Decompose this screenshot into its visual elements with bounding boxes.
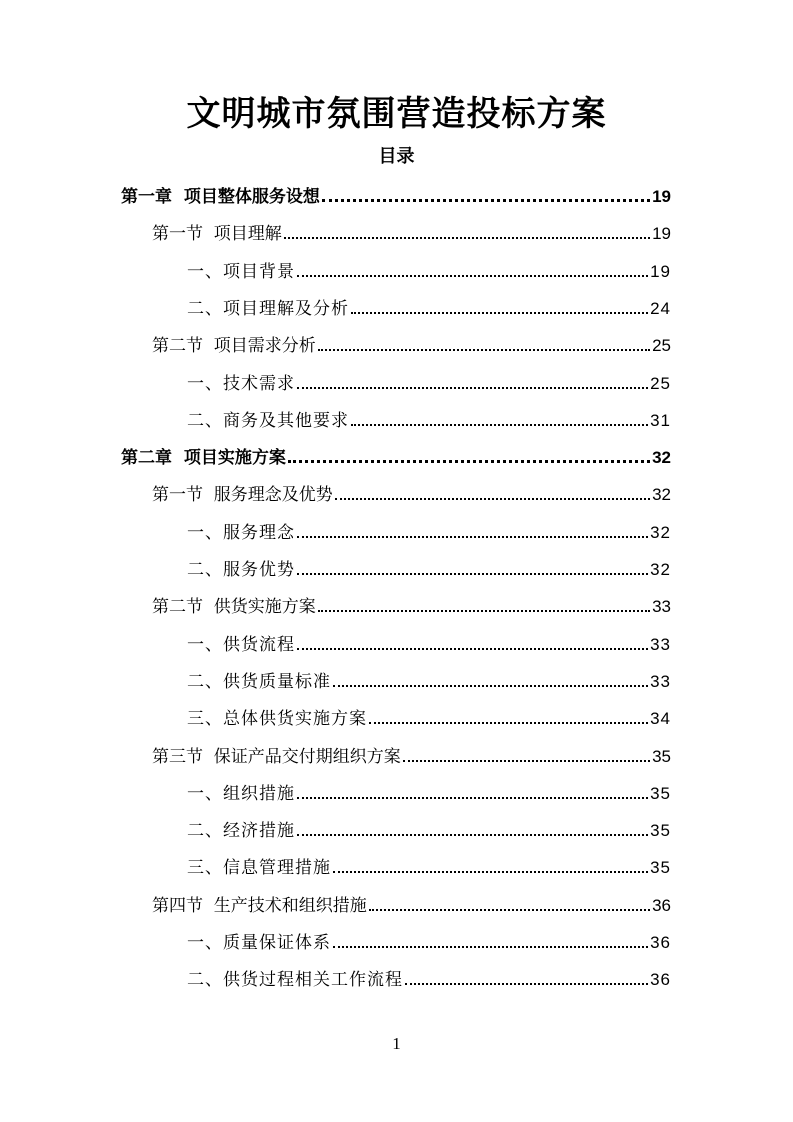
toc-chapter-entry[interactable] [121,440,671,468]
toc-section-entry[interactable] [152,589,671,617]
toc-dot-leader [284,237,650,239]
toc-entry-page: 19 [652,224,671,244]
page-number: 1 [392,1034,401,1053]
toc-entry-page: 31 [650,410,671,430]
toc-subsection-entry[interactable] [187,664,671,692]
toc-dot-leader [403,760,650,762]
toc-entry-label: 第二节 项目需求分析 [152,336,316,357]
toc-entry-page: 36 [650,933,671,952]
toc-subsection-entry[interactable] [187,291,671,319]
toc-entry-label: 二、服务优势 [187,560,295,580]
toc-entry-label: 一、组织措施 [187,783,295,804]
toc-section-entry[interactable] [152,216,671,244]
toc-section-entry[interactable] [152,739,671,767]
toc-entry-label: 三、总体供货实施方案 [187,709,367,730]
toc-entry-page: 36 [652,895,671,915]
toc-section-entry[interactable] [152,888,671,916]
toc-dot-leader [335,498,650,500]
toc-entry-label: 一、项目背景 [187,261,295,282]
toc-dot-leader [297,834,648,836]
toc-entry-label: 二、项目理解及分析 [187,298,349,319]
toc-subsection-entry[interactable] [187,366,671,394]
toc-entry-page: 32 [650,522,671,542]
toc-entry-label: 一、技术需求 [187,373,295,394]
toc-dot-leader [288,460,650,463]
toc-entry-page: 33 [650,671,671,691]
toc-dot-leader [297,797,648,799]
toc-dot-leader [405,983,648,985]
toc-chapter-entry[interactable] [121,179,671,207]
toc-subsection-entry[interactable] [187,403,671,431]
toc-entry-page: 35 [650,783,671,803]
toc-dot-leader [322,199,650,202]
toc-subsection-entry[interactable] [187,925,671,953]
toc-subsection-entry[interactable] [187,254,671,282]
toc-entry-label: 第四节 生产技术和组织措施 [152,895,367,916]
toc-subsection-entry[interactable] [187,515,671,543]
toc-entry-page: 32 [652,448,671,468]
toc-subsection-entry[interactable] [187,813,671,841]
toc-entry-page: 25 [650,373,671,393]
toc-entry-page: 36 [650,970,671,990]
toc-entry-label: 第二节 供货实施方案 [152,597,316,618]
toc-dot-leader [351,424,648,426]
toc-dot-leader [297,573,648,575]
toc-heading: 目录 [378,146,415,167]
toc-entry-page: 34 [650,709,671,729]
toc-entry-page: 24 [650,298,671,318]
toc-entry-label: 二、供货质量标准 [187,671,331,692]
toc-subsection-entry[interactable] [187,850,671,878]
toc-entry-page: 35 [652,746,671,766]
toc-dot-leader [369,909,650,911]
toc-entry-label: 第一章 项目整体服务设想 [121,187,320,207]
toc-entry-page: 32 [652,485,671,505]
toc-entry-label: 一、供货流程 [187,634,295,655]
toc-subsection-entry[interactable] [187,627,671,655]
toc-subsection-entry[interactable] [187,701,671,729]
toc-dot-leader [297,536,648,538]
toc-section-entry[interactable] [152,477,671,505]
toc-dot-leader [318,349,650,351]
toc-dot-leader [351,312,648,314]
toc-dot-leader [297,275,648,277]
toc-entry-page: 35 [650,821,671,841]
toc-dot-leader [297,387,648,389]
toc-dot-leader [369,722,648,724]
toc-subsection-entry[interactable] [187,962,671,990]
toc-entry-page: 35 [650,858,671,878]
toc-dot-leader [333,685,648,687]
toc-entry-label: 二、供货过程相关工作流程 [187,970,403,991]
toc-entry-page: 19 [652,187,671,206]
toc-entry-label: 二、经济措施 [187,821,295,842]
toc-subsection-entry[interactable] [187,776,671,804]
toc-entry-page: 25 [652,336,671,356]
toc-dot-leader [333,946,648,948]
toc-entry-label: 第三节 保证产品交付期组织方案 [152,746,401,767]
toc-dot-leader [318,610,650,612]
toc-subsection-entry[interactable] [187,552,671,580]
toc-entry-page: 33 [650,634,671,654]
toc-entry-label: 第二章 项目实施方案 [121,448,286,469]
toc-dot-leader [333,871,648,873]
toc-entry-label: 一、质量保证体系 [187,933,331,953]
toc-entry-label: 第一节 项目理解 [152,224,282,245]
toc-section-entry[interactable] [152,328,671,356]
toc-entry-page: 33 [652,597,671,617]
toc-entry-page: 19 [650,261,671,281]
toc-entry-label: 三、信息管理措施 [187,858,331,879]
toc-entry-label: 一、服务理念 [187,522,295,543]
toc-entry-label: 第一节 服务理念及优势 [152,485,333,506]
document-title: 文明城市氛围营造投标方案 [186,94,607,134]
toc-entry-page: 32 [650,560,671,579]
toc-entry-label: 二、商务及其他要求 [187,410,349,431]
toc-dot-leader [297,648,648,650]
